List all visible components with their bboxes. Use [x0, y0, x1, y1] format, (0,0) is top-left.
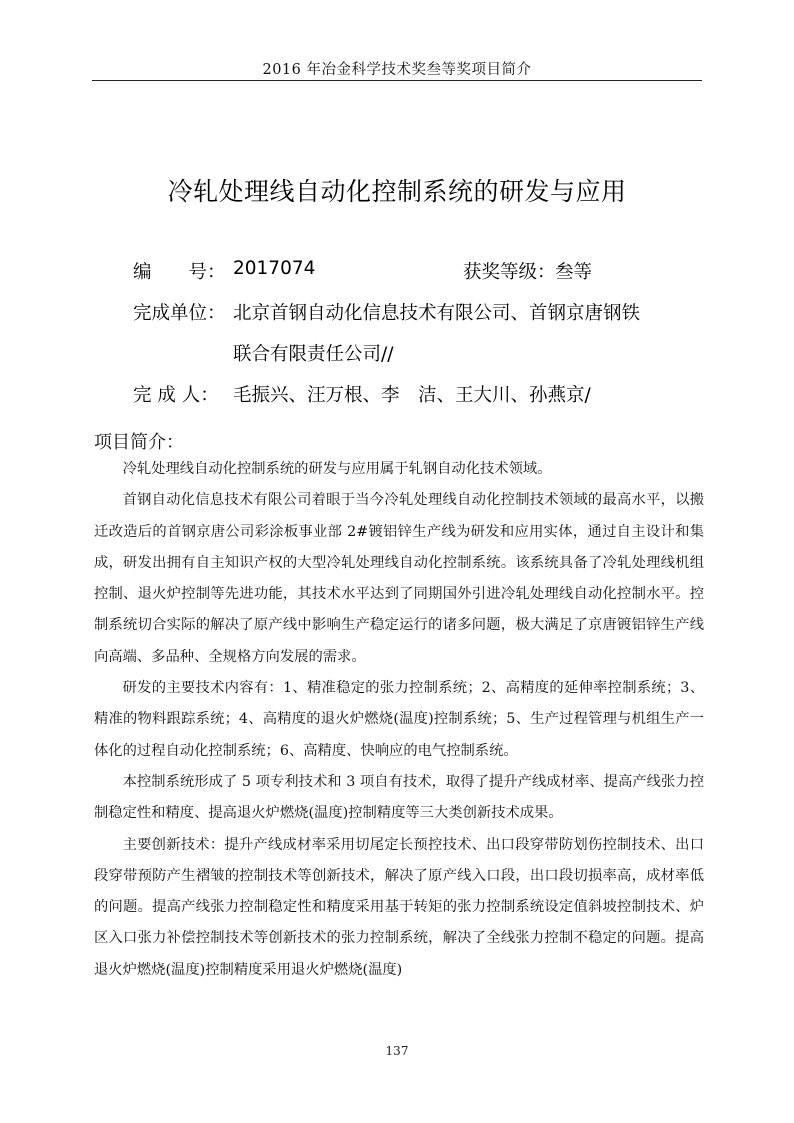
people-value: 毛振兴、汪万根、李 洁、王大川、孙燕京/	[233, 385, 591, 406]
unit-line-1: 北京首钢自动化信息技术有限公司、首钢京唐钢铁	[233, 303, 641, 324]
people-label: 完 成 人：	[133, 385, 219, 406]
page-number: 137	[385, 1044, 409, 1058]
running-header: 2016 年冶金科学技术奖叁等奖项目简介	[262, 62, 532, 78]
paragraph-1: 冷轧处理线自动化控制系统的研发与应用属于轧钢自动化技术领域。	[122, 461, 552, 477]
award-value: 叁等	[555, 262, 593, 283]
number-label: 编 号：	[133, 262, 226, 283]
section-heading: 项目简介：	[94, 432, 184, 453]
paragraph-5: 主要创新技术：提升产线成材率采用切尾定长预控技术、出口段穿带防划伤控制技术、出口段穿带预防产生褶皱的控制技术等创新技术，解决了原产线入口段，出口段切损率高，成材率低的问题。提高产线张力控制稳定性和精度采用基于转矩的张力控制系统设定值斜坡控制技术、炉区入口张力补偿控制技术等创新技术的张力控制系统，解决了全线张力控制不稳定的问题。提高退火炉燃烧(温度)控制精度采用退火炉燃烧(温度)	[94, 836, 704, 978]
body-text	[94, 454, 704, 986]
number-value: 2017074	[233, 258, 316, 279]
paragraph-2: 首钢自动化信息技术有限公司着眼于当今冷轧处理线自动化控制技术领域的最高水平，以搬迁改造后的首钢京唐公司彩涂板事业部 2#镀铝锌生产线为研发和应用实体，通过自主设计和集成，研发出拥有自主知识产权的大型冷轧处理线自动化控制系统。该系统具备了冷轧处理线机组控制、退火炉控制等先进功能，其技术水平达到了同期国外引进冷轧处理线自动化控制水平。控制系统切合实际的解决了原产线中影响生产稳定运行的诸多问题，极大满足了京唐镀铝锌生产线向高端、多品种、全规格方向发展的需求。	[94, 492, 704, 665]
unit-line-2: 联合有限责任公司//	[233, 344, 394, 365]
header-rule	[92, 80, 702, 81]
paragraph-3: 研发的主要技术内容有：1、精准稳定的张力控制系统；2、高精度的延伸率控制系统；3、精准的物料跟踪系统；4、高精度的退火炉燃烧(温度)控制系统；5、生产过程管理与机组生产一体化的过程自动化控制系统；6、高精度、快响应的电气控制系统。	[94, 680, 704, 759]
unit-label: 完成单位：	[133, 303, 226, 324]
award-label: 获奖等级：	[463, 262, 556, 283]
paragraph-4: 本控制系统形成了 5 项专利技术和 3 项自有技术，取得了提升产线成材率、提高产线张力控制稳定性和精度、提高退火炉燃烧(温度)控制精度等三大类创新技术成果。	[94, 773, 704, 822]
document-title: 冷轧处理线自动化控制系统的研发与应用	[167, 177, 627, 206]
